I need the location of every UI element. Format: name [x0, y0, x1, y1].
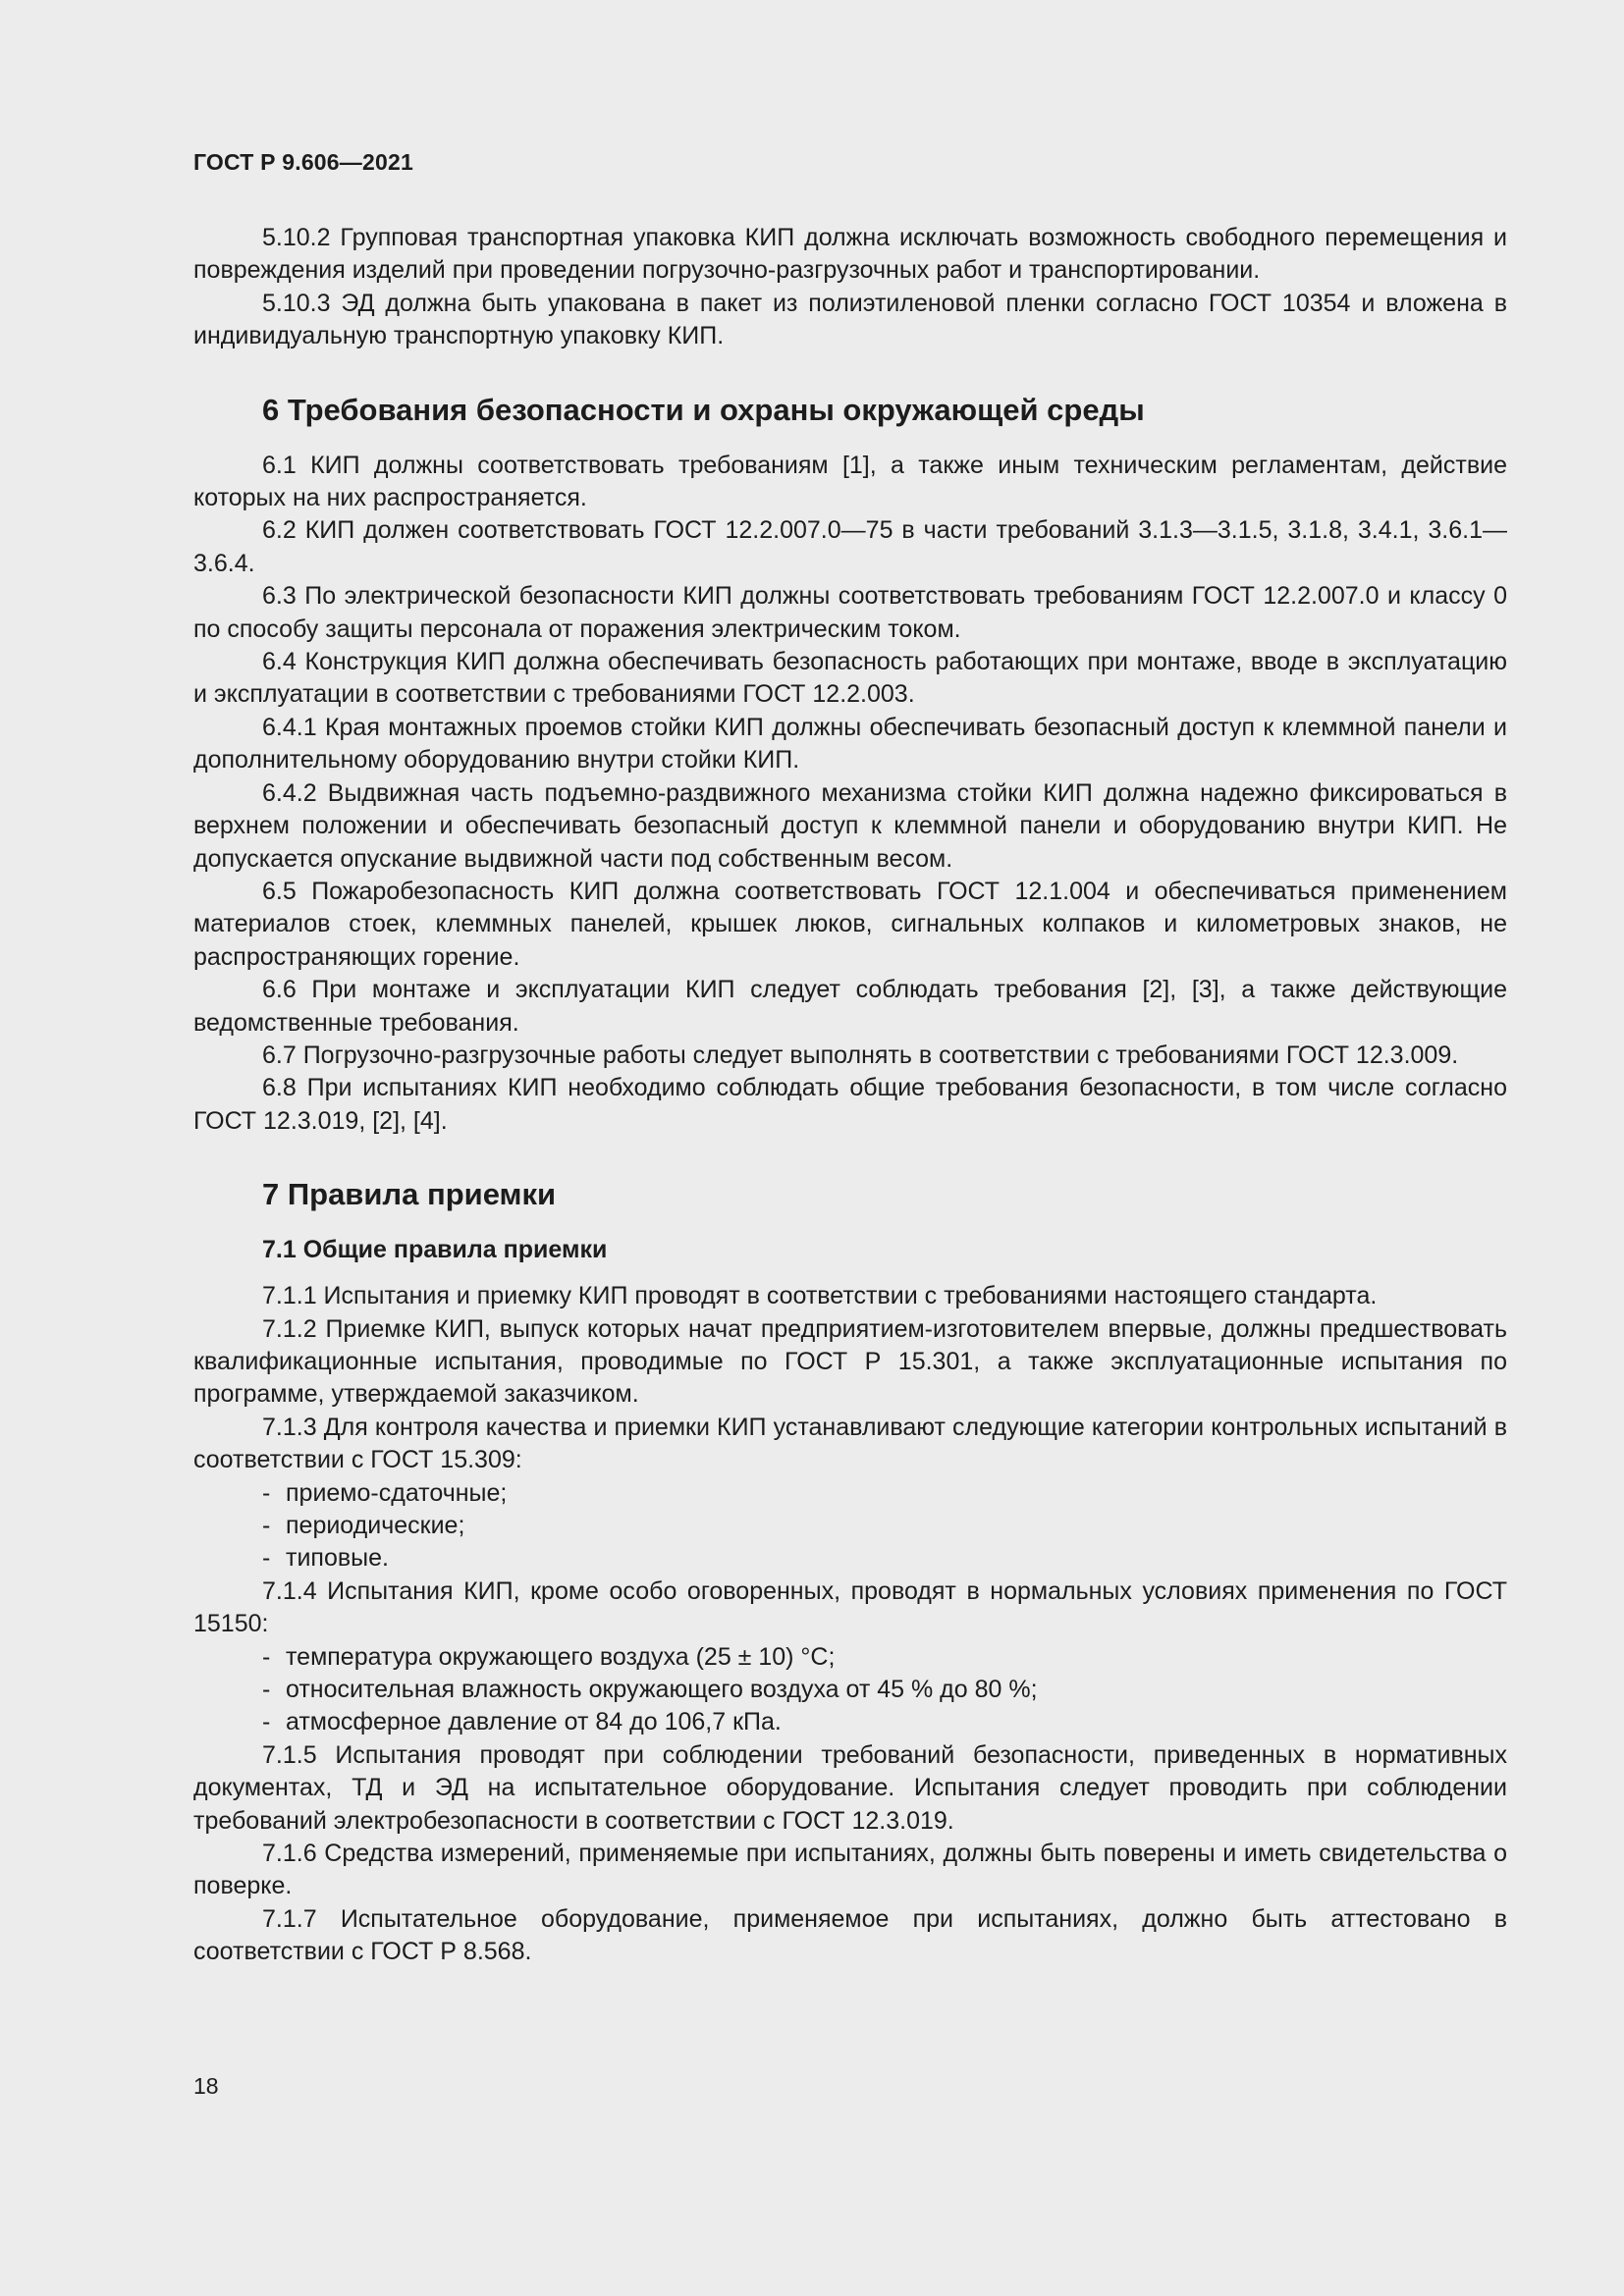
list-dash: -: [262, 1544, 271, 1573]
list-dash: -: [262, 1642, 271, 1671]
paragraph-5-10-2: 5.10.2 Групповая транспортная упаковка КИП должна исключать возможность свободного перемещения и повреждения изделий при проведении погрузочно-разгрузочных работ и транспортировании.: [193, 224, 1507, 285]
list-item: - относительная влажность окружающего воздуха от 45 % до 80 %;: [193, 1674, 1507, 1706]
paragraph-7-1-6: 7.1.6 Средства измерений, применяемые при испытаниях, должны быть поверены и иметь свидетельства о поверке.: [193, 1840, 1507, 1900]
paragraph-6-3: 6.3 По электрической безопасности КИП должны соответствовать требованиям ГОСТ 12.2.007.0 и классу 0 по способу защиты персонала от поражения электрическим током.: [193, 582, 1507, 643]
list-item: - температура окружающего воздуха (25 ± 10) °C;: [193, 1641, 1507, 1674]
paragraph-6-4-1: 6.4.1 Края монтажных проемов стойки КИП должны обеспечивать безопасный доступ к клеммной панели и дополнительному оборудованию внутри стойки КИП.: [193, 713, 1507, 774]
paragraph-7-1-7: 7.1.7 Испытательное оборудование, применяемое при испытаниях, должно быть аттестовано в соответствии с ГОСТ Р 8.568.: [193, 1904, 1507, 1966]
paragraph-7-1-4: 7.1.4 Испытания КИП, кроме особо оговоренных, проводят в нормальных условиях применения по ГОСТ 15150:: [193, 1576, 1507, 1638]
section-7-heading: 7 Правила приемки: [262, 1177, 557, 1212]
list-dash: -: [262, 1676, 271, 1704]
document-header: ГОСТ Р 9.606—2021: [193, 149, 413, 175]
list-dash: -: [262, 1512, 271, 1539]
list-item: - атмосферное давление от 84 до 106,7 кПа.: [193, 1706, 1507, 1738]
list-item: - периодические;: [193, 1510, 1507, 1542]
document-body: [193, 222, 1507, 1969]
paragraph-6-6: 6.6 При монтаже и эксплуатации КИП следует соблюдать требования [2], [3], а также действующие ведомственные требования.: [193, 976, 1507, 1037]
paragraph-6-5: 6.5 Пожаробезопасность КИП должна соответствовать ГОСТ 12.1.004 и обеспечиваться применением материалов стоек, клеммных панелей, крышек люков, сигнальных колпаков и километровых знаков, не распространяющих горение.: [193, 877, 1507, 971]
page-number: 18: [193, 2073, 219, 2099]
paragraph-6-2: 6.2 КИП должен соответствовать ГОСТ 12.2.007.0—75 в части требований 3.1.3—3.1.5, 3.1.8, 3.4.1, 3.6.1—3.6.4.: [193, 516, 1507, 577]
paragraph-6-7: 6.7 Погрузочно-разгрузочные работы следует выполнять в соответствии с требованиями ГОСТ 12.3.009.: [262, 1041, 1459, 1069]
paragraph-7-1-3: 7.1.3 Для контроля качества и приемки КИП устанавливают следующие категории контрольных испытаний в соответствии с ГОСТ 15.309:: [193, 1413, 1507, 1474]
section-6-heading: 6 Требования безопасности и охраны окружающей среды: [262, 392, 1145, 427]
list-dash: -: [262, 1478, 271, 1507]
subsection-7-1-heading: 7.1 Общие правила приемки: [262, 1236, 608, 1264]
paragraph-5-10-3: 5.10.3 ЭД должна быть упакована в пакет из полиэтиленовой пленки согласно ГОСТ 10354 и вложена в индивидуальную транспортную упаковку КИП.: [193, 289, 1507, 350]
paragraph-7-1-1: 7.1.1 Испытания и приемку КИП проводят в соответствии с требованиями настоящего стандарта.: [262, 1282, 1378, 1310]
normal-conditions-list: [193, 1641, 1507, 1739]
test-categories-list: [193, 1477, 1507, 1575]
paragraph-7-1-5: 7.1.5 Испытания проводят при соблюдении требований безопасности, приведенных в нормативных документах, ТД и ЭД на испытательное оборудование. Испытания следует проводить при соблюдении требований электробезопасности в соответствии с ГОСТ 12.3.019.: [193, 1740, 1507, 1835]
paragraph-6-1: 6.1 КИП должны соответствовать требованиям [1], а также иным техническим регламентам, действие которых на них распространяется.: [193, 451, 1507, 512]
paragraph-6-8: 6.8 При испытаниях КИП необходимо соблюдать общие требования безопасности, в том числе согласно ГОСТ 12.3.019, [2], [4].: [193, 1074, 1507, 1135]
list-item: - приемо-сдаточные;: [193, 1477, 1507, 1510]
paragraph-6-4: 6.4 Конструкция КИП должна обеспечивать безопасность работающих при монтаже, вводе в эксплуатацию и эксплуатации в соответствии с требованиями ГОСТ 12.2.003.: [193, 648, 1507, 709]
paragraph-6-4-2: 6.4.2 Выдвижная часть подъемно-раздвижного механизма стойки КИП должна надежно фиксироваться в верхнем положении и обеспечивать безопасный доступ к клеммной панели и оборудованию внутри КИП. Не допускается опускание выдвижной части под собственным весом.: [193, 778, 1507, 873]
paragraph-7-1-2: 7.1.2 Приемке КИП, выпуск которых начат предприятием-изготовителем впервые, должны предшествовать квалификационные испытания, проводимые по ГОСТ Р 15.301, а также эксплуатационные испытания по программе, утверждаемой заказчиком.: [193, 1314, 1507, 1409]
list-item: - типовые.: [193, 1542, 1507, 1575]
list-dash: -: [262, 1708, 271, 1736]
